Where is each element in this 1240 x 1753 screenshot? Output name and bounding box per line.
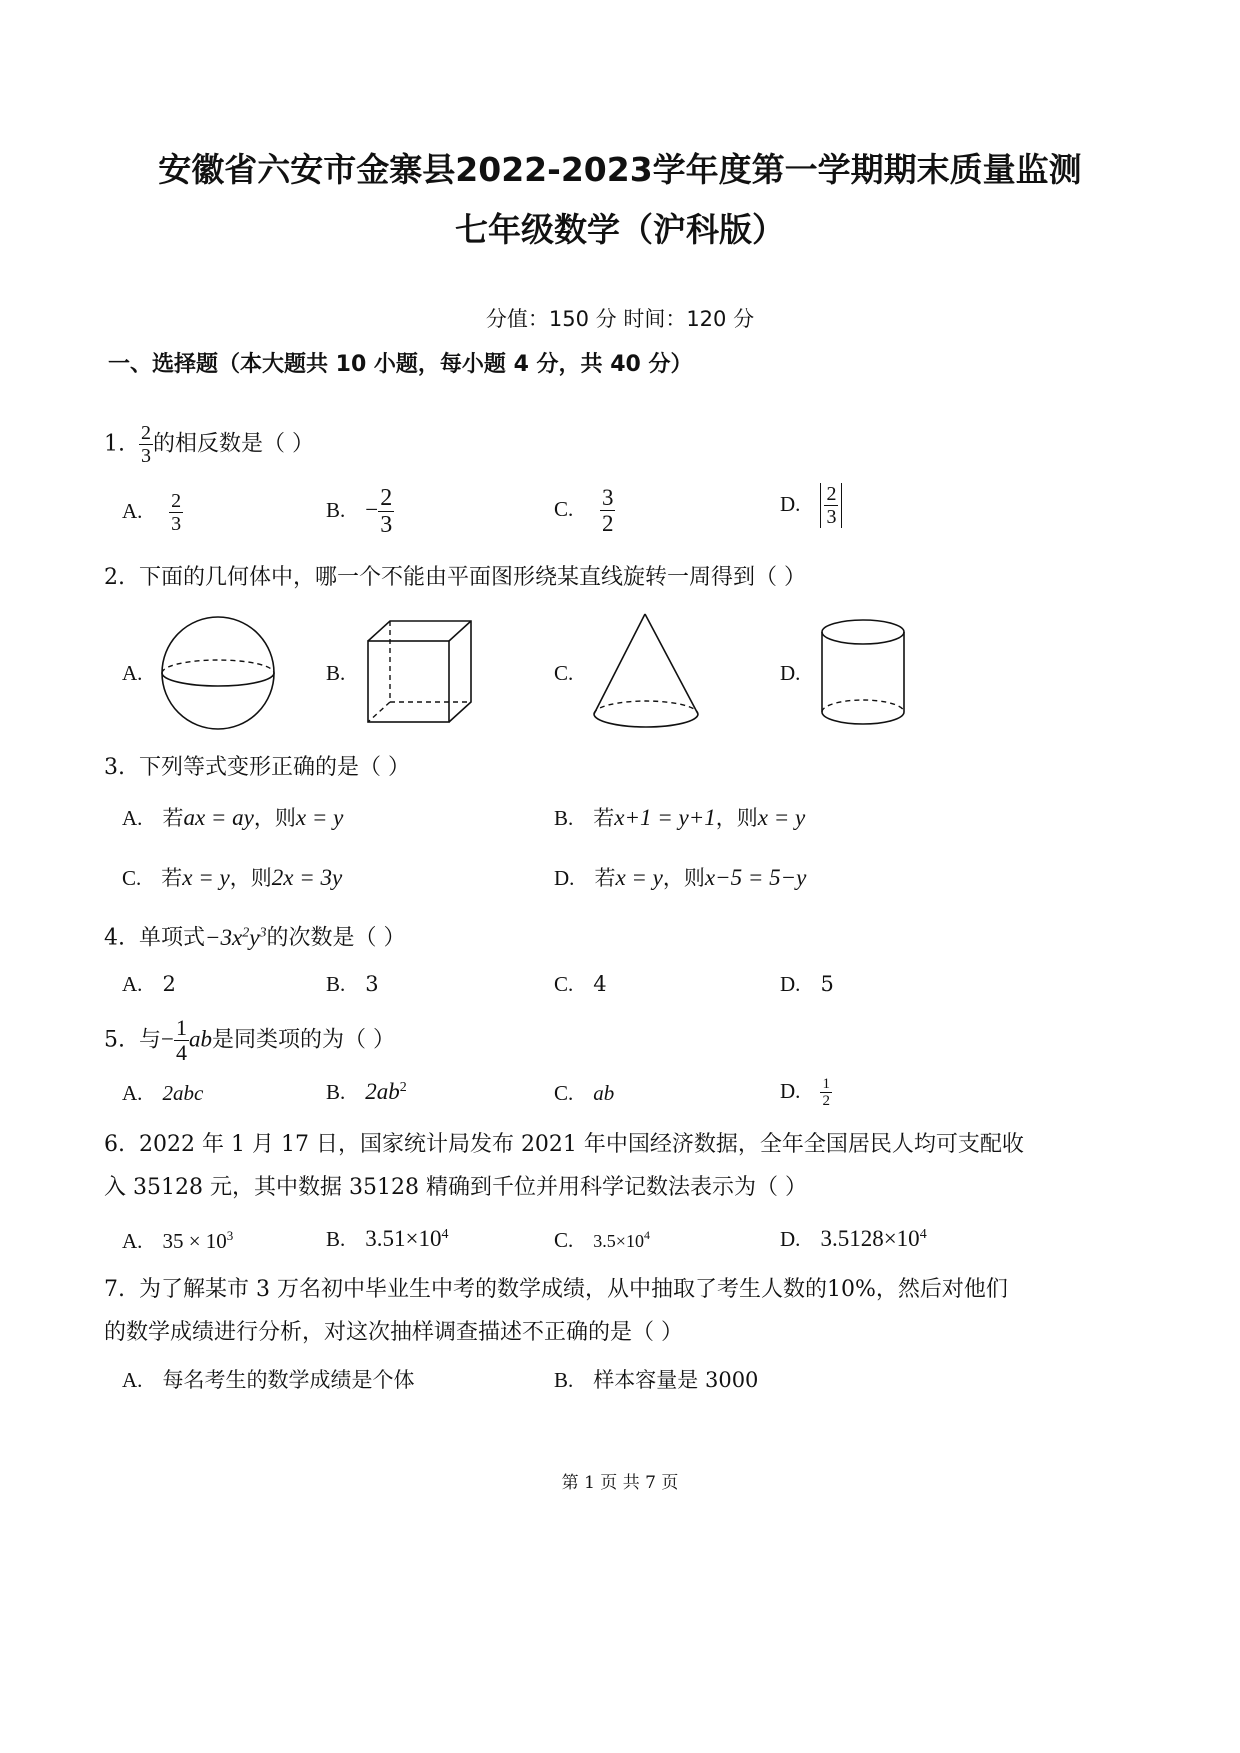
q7-option-a[interactable]: A. 每名考生的数学成绩是个体 — [122, 1368, 415, 1392]
exam-meta: 分值：150 分 时间：120 分 — [485, 307, 755, 331]
question-text: 下列等式变形正确的是（ ） — [139, 755, 410, 780]
q7-option-b[interactable]: B. 样本容量是 3000 — [554, 1368, 759, 1392]
cone-figure — [590, 611, 704, 731]
cylinder-figure — [817, 617, 911, 731]
stem-fraction: $\frac{2}{3}$ — [141, 422, 151, 467]
question-number: 5. — [104, 1027, 125, 1053]
q5-option-b[interactable]: B. $2ab^2$ — [326, 1079, 407, 1104]
sphere-figure — [160, 615, 280, 733]
q1-option-b[interactable]: B. − $\frac{2}{3}$ — [326, 485, 393, 538]
question-number: 2. — [104, 565, 125, 590]
question-6-line2: 入 35128 元，其中数据 35128 精确到千位并用科学记数法表示为（ ） — [104, 1175, 807, 1200]
question-number: 6. — [104, 1132, 125, 1157]
q3-option-d[interactable]: D. 若x = y，则x−5 = 5−y — [554, 865, 807, 890]
q6-option-a[interactable]: A. $35 \times 10^3$ — [122, 1228, 234, 1253]
q2-option-a[interactable]: A. — [122, 661, 143, 685]
q1-option-d[interactable]: D. $\frac{2}{3}$ — [780, 483, 842, 528]
question-6 — [104, 1130, 1024, 1160]
q2-option-b[interactable]: B. — [326, 661, 346, 685]
question-text: 为了解某市 3 万名初中毕业生中考的数学成绩，从中抽取了考生人数的10%，然后对他们 — [139, 1277, 1008, 1302]
question-text: 下面的几何体中，哪一个不能由平面图形绕某直线旋转一周得到（ ） — [139, 565, 806, 590]
page-footer: 第 1 页 共 7 页 — [561, 1473, 679, 1493]
q5-option-a[interactable]: A. 2abc — [122, 1081, 204, 1105]
question-5: 5. 与− $\frac{1}{4}$ ab是同类项的为（ ） — [104, 1015, 395, 1065]
section-heading: 一、选择题（本大题共 10 小题，每小题 4 分，共 40 分） — [108, 352, 693, 377]
q3-option-b[interactable]: B. 若x+1 = y+1，则x = y — [554, 805, 806, 830]
option-fraction: $\frac{2}{3}$ — [380, 485, 393, 538]
question-text: 的相反数是（ ） — [153, 431, 314, 457]
question-number: 4. — [104, 925, 125, 951]
monomial: $-3x^2y^3$ — [205, 924, 267, 950]
q6-option-c[interactable]: C. $3.5\times 10^4$ — [554, 1228, 650, 1252]
question-number: 7. — [104, 1277, 125, 1302]
absolute-value — [820, 483, 842, 528]
q5-option-d[interactable]: D. $\frac{1}{2}$ — [780, 1076, 830, 1109]
q4-option-c[interactable]: C. 4 — [554, 972, 607, 996]
q1-option-c[interactable]: C. $\frac{3}{2}$ — [554, 485, 614, 536]
question-text: 2022 年 1 月 17 日，国家统计局发布 2021 年中国经济数据，全年全国居民人均可支配收 — [139, 1132, 1024, 1157]
option-fraction: $\frac{3}{2}$ — [601, 485, 614, 536]
q3-option-a[interactable]: A. 若ax = ay，则x = y — [122, 805, 344, 830]
question-3 — [104, 753, 410, 783]
q4-option-b[interactable]: B. 3 — [326, 972, 379, 996]
option-fraction: $\frac{1}{2}$ — [822, 1076, 830, 1109]
q2-option-d[interactable]: D. — [780, 661, 801, 685]
exam-title: 安徽省六安市金寨县2022-2023学年度第一学期期末质量监测 — [158, 150, 1082, 189]
stem-fraction: $\frac{1}{4}$ — [176, 1015, 187, 1065]
question-number: 3. — [104, 755, 125, 780]
question-4: 4. 单项式$-3x^2y^3$的次数是（ ） — [104, 924, 406, 951]
q3-option-c[interactable]: C. 若x = y，则2x = 3y — [122, 865, 343, 890]
question-1 — [104, 422, 314, 467]
question-2 — [104, 563, 806, 593]
question-7 — [104, 1275, 1008, 1305]
q1-option-a[interactable]: A. $\frac{2}{3}$ — [122, 490, 182, 535]
q5-option-c[interactable]: C. ab — [554, 1081, 615, 1105]
q6-option-b[interactable]: B. $3.51\times 10^4$ — [326, 1226, 449, 1251]
q6-option-d[interactable]: D. $3.5128\times 10^4$ — [780, 1226, 927, 1251]
q4-option-d[interactable]: D. 5 — [780, 972, 834, 996]
question-number: 1. — [104, 431, 125, 457]
option-fraction: $\frac{2}{3}$ — [171, 490, 182, 535]
exam-subtitle: 七年级数学（沪科版） — [455, 210, 785, 249]
q2-option-c[interactable]: C. — [554, 661, 574, 685]
q4-option-a[interactable]: A. 2 — [122, 972, 176, 996]
cube-figure — [363, 618, 475, 730]
option-fraction: $\frac{2}{3}$ — [826, 483, 837, 528]
question-7-line2: 的数学成绩进行分析，对这次抽样调查描述不正确的是（ ） — [104, 1320, 683, 1345]
